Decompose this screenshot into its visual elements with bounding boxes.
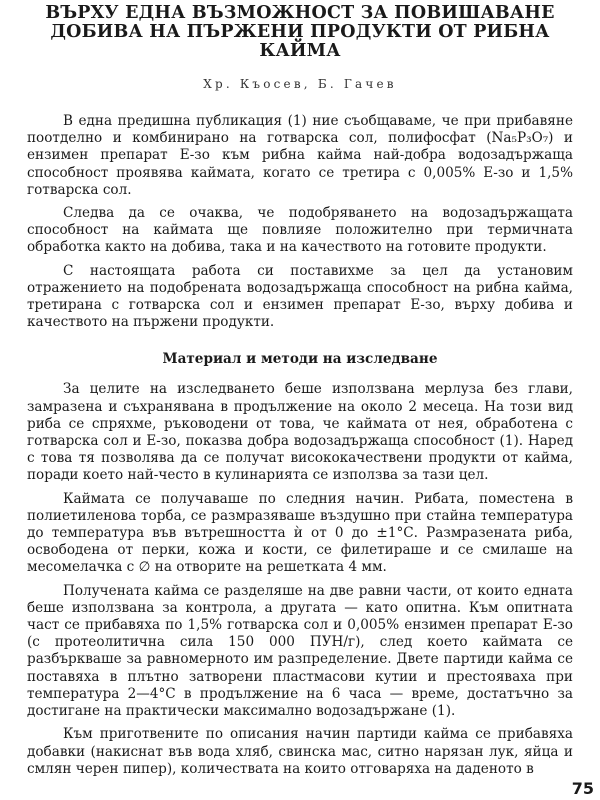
methods-paragraph-1: За целите на изследването беше използвана мерлуза без глави, замразена и съхранявана в продължение на около 2 месеца. На този вид риба се спряхме, ръководени от това, че каймата от нея, обработена с готварска сол и Е-зо, показва добра водозадържаща способност (1). Наред с това тя позволява да се получат висококачествени продукти от кайма, поради което най-често в кулинарията се използва за тази цел. xyxy=(27,381,573,484)
methods-paragraph-4: Към приготвените по описания начин партиди кайма се прибавяха добавки (накиснат във вода хляб, свинска мас, ситно нарязан лук, яйца и смлян черен пипер), количествата на които отговаряха на даденото в xyxy=(27,726,573,777)
page-number: 75 xyxy=(571,779,594,798)
intro-paragraph-1: В една предишна публикация (1) ние съобщаваме, че при прибавяне поотделно и комбинирано на готварска сол, полифосфат (Na₅P₃O₇) и ензимен препарат Е-зо към рибна кайма най-добра водозадържаща способност проявява каймата, когато се третира с 0,005% Е-зо и 1,5% готварска сол. xyxy=(27,113,573,198)
methods-paragraph-3: Получената кайма се разделяше на две равни части, от които едната беше използвана за контрола, а другата — като опитна. Към опитната част се прибавяха по 1,5% готварска сол и 0,005% ензимен препарат Е-зо (с протеолитична сила 150 000 ПУН/г), след което каймата се разбъркваше за равномерното им разпределение. Двете партиди кайма се поставяха в плътно затворени пластмасови кутии и престояваха при температура 2—4°С в продължение на 6 часа — време, достатъчно за достигане на практически максимално водозадържане (1). xyxy=(27,582,573,720)
intro-paragraph-3: С настоящата работа си поставихме за цел да установим отражението на подобрената водозадържаща способност на рибна кайма, третирана с готварска сол и ензимен препарат Е-зо, върху добива и качеството на пържени продукти. xyxy=(27,262,573,331)
section-heading: Материал и методи на изследване xyxy=(162,351,438,368)
intro-paragraph-2: Следва да се очаква, че подобряването на водозадържащата способност на каймата ще повлияе положително при термичната обработка както на добива, така и на качеството на готовите продукти. xyxy=(27,205,573,256)
methods-paragraph-2: Каймата се получаваше по следния начин. Рибата, поместена в полиетиленова торба, се размразяваше въздушно при стайна температура до температура във вътрешността ѝ от 0 до ±1°С. Размразената риба, освободена от перки, кожа и кости, се филетираше и се смилаше на месомелачка с ∅ на отворите на решетката 4 мм. xyxy=(27,490,573,576)
article-page xyxy=(27,4,573,794)
article-authors: Хр. Къосев, Б. Гачев xyxy=(203,77,397,91)
article-title: ВЪРХУ ЕДНА ВЪЗМОЖНОСТ ЗА ПОВИШАВАНЕ ДОБИВА НА ПЪРЖЕНИ ПРОДУКТИ ОТ РИБНА КАЙМА xyxy=(45,3,555,61)
